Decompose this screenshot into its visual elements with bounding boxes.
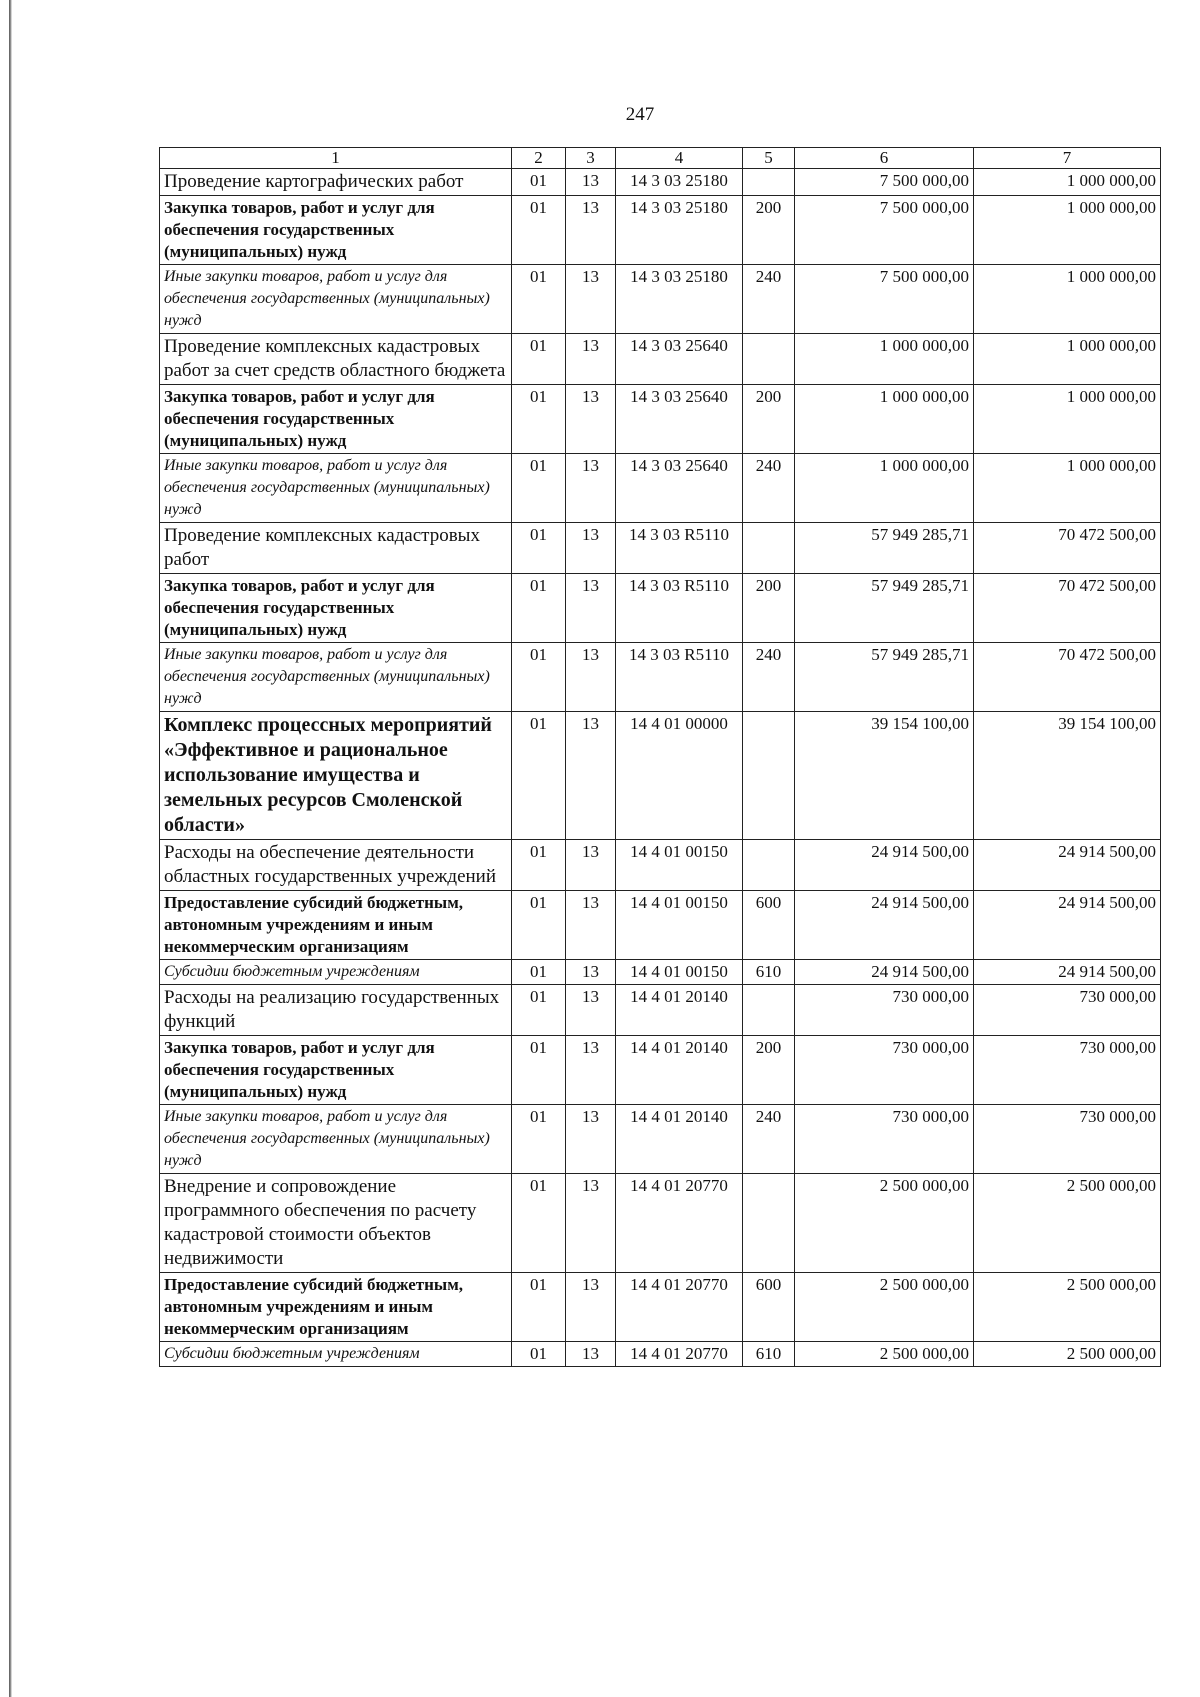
cell-expense-type: [743, 1174, 795, 1273]
cell-subsection: 13: [566, 334, 616, 385]
cell-subsection: 13: [566, 574, 616, 643]
cell-section: 01: [512, 1036, 566, 1105]
cell-amount-2: 1 000 000,00: [974, 196, 1161, 265]
cell-section: 01: [512, 891, 566, 960]
cell-expense-type: 240: [743, 1105, 795, 1174]
header-cell: 1: [160, 148, 512, 169]
cell-subsection: 13: [566, 1105, 616, 1174]
cell-name: Проведение картографических работ: [160, 169, 512, 196]
table-row: [160, 265, 1161, 334]
table-row: [160, 385, 1161, 454]
cell-amount-2: 2 500 000,00: [974, 1273, 1161, 1342]
cell-subsection: 13: [566, 985, 616, 1036]
cell-amount-2: 24 914 500,00: [974, 840, 1161, 891]
budget-table: [159, 147, 1161, 1367]
cell-section: 01: [512, 712, 566, 840]
cell-amount-1: 39 154 100,00: [795, 712, 974, 840]
cell-name: Предоставление субсидий бюджетным, автономным учреждениям и иным некоммерческим организациям: [160, 1273, 512, 1342]
cell-amount-1: 730 000,00: [795, 1036, 974, 1105]
cell-amount-2: 24 914 500,00: [974, 891, 1161, 960]
cell-amount-2: 1 000 000,00: [974, 385, 1161, 454]
table-row: [160, 712, 1161, 840]
cell-section: 01: [512, 574, 566, 643]
cell-amount-1: 24 914 500,00: [795, 891, 974, 960]
cell-expense-type: [743, 840, 795, 891]
table-row: [160, 643, 1161, 712]
cell-section: 01: [512, 454, 566, 523]
cell-section: 01: [512, 643, 566, 712]
cell-expense-type: 200: [743, 1036, 795, 1105]
cell-amount-1: 7 500 000,00: [795, 169, 974, 196]
cell-name: Внедрение и сопровождение программного обеспечения по расчету кадастровой стоимости объектов недвижимости: [160, 1174, 512, 1273]
cell-name: Субсидии бюджетным учреждениям: [160, 960, 512, 985]
cell-amount-1: 1 000 000,00: [795, 454, 974, 523]
cell-target-code: 14 3 03 25180: [616, 169, 743, 196]
header-cell: 4: [616, 148, 743, 169]
cell-section: 01: [512, 196, 566, 265]
cell-expense-type: 600: [743, 891, 795, 960]
cell-amount-2: 24 914 500,00: [974, 960, 1161, 985]
cell-expense-type: 610: [743, 960, 795, 985]
cell-amount-2: 2 500 000,00: [974, 1174, 1161, 1273]
cell-target-code: 14 3 03 25180: [616, 265, 743, 334]
cell-subsection: 13: [566, 1036, 616, 1105]
cell-name: Закупка товаров, работ и услуг для обеспечения государственных (муниципальных) нужд: [160, 385, 512, 454]
cell-amount-1: 57 949 285,71: [795, 574, 974, 643]
cell-target-code: 14 4 01 00150: [616, 840, 743, 891]
cell-section: 01: [512, 1273, 566, 1342]
table-row: [160, 1342, 1161, 1367]
cell-subsection: 13: [566, 1174, 616, 1273]
cell-target-code: 14 3 03 R5110: [616, 574, 743, 643]
cell-section: 01: [512, 840, 566, 891]
cell-amount-1: 2 500 000,00: [795, 1273, 974, 1342]
cell-subsection: 13: [566, 840, 616, 891]
cell-name: Закупка товаров, работ и услуг для обеспечения государственных (муниципальных) нужд: [160, 1036, 512, 1105]
cell-subsection: 13: [566, 1273, 616, 1342]
cell-subsection: 13: [566, 169, 616, 196]
cell-subsection: 13: [566, 265, 616, 334]
table-row: [160, 1273, 1161, 1342]
cell-target-code: 14 4 01 20770: [616, 1342, 743, 1367]
cell-amount-1: 24 914 500,00: [795, 960, 974, 985]
cell-expense-type: 240: [743, 265, 795, 334]
cell-section: 01: [512, 334, 566, 385]
table-row: [160, 840, 1161, 891]
cell-amount-1: 2 500 000,00: [795, 1174, 974, 1273]
cell-amount-1: 7 500 000,00: [795, 196, 974, 265]
cell-name: Комплекс процессных мероприятий «Эффективное и рациональное использование имущества и земельных ресурсов Смоленской области»: [160, 712, 512, 840]
table-row: [160, 891, 1161, 960]
cell-target-code: 14 4 01 20770: [616, 1273, 743, 1342]
cell-expense-type: [743, 985, 795, 1036]
cell-target-code: 14 3 03 25640: [616, 385, 743, 454]
cell-name: Расходы на обеспечение деятельности областных государственных учреждений: [160, 840, 512, 891]
cell-expense-type: 240: [743, 454, 795, 523]
cell-amount-2: 1 000 000,00: [974, 265, 1161, 334]
cell-amount-1: 730 000,00: [795, 1105, 974, 1174]
cell-amount-1: 7 500 000,00: [795, 265, 974, 334]
table-row: [160, 1036, 1161, 1105]
cell-amount-2: 1 000 000,00: [974, 169, 1161, 196]
table-row: [160, 196, 1161, 265]
cell-target-code: 14 4 01 20140: [616, 1036, 743, 1105]
cell-section: 01: [512, 523, 566, 574]
cell-amount-2: 70 472 500,00: [974, 574, 1161, 643]
cell-subsection: 13: [566, 523, 616, 574]
cell-name: Иные закупки товаров, работ и услуг для обеспечения государственных (муниципальных) нужд: [160, 454, 512, 523]
page-number: 247: [625, 104, 655, 125]
cell-target-code: 14 4 01 20770: [616, 1174, 743, 1273]
table-row: [160, 985, 1161, 1036]
cell-expense-type: 200: [743, 574, 795, 643]
table-row: [160, 574, 1161, 643]
cell-target-code: 14 4 01 00000: [616, 712, 743, 840]
cell-subsection: 13: [566, 643, 616, 712]
table-row: [160, 454, 1161, 523]
cell-amount-1: 1 000 000,00: [795, 334, 974, 385]
cell-amount-2: 1 000 000,00: [974, 334, 1161, 385]
scan-edge: [9, 0, 12, 1697]
cell-section: 01: [512, 1105, 566, 1174]
cell-expense-type: 240: [743, 643, 795, 712]
cell-target-code: 14 3 03 25640: [616, 454, 743, 523]
header-cell: 5: [743, 148, 795, 169]
header-cell: 7: [974, 148, 1161, 169]
cell-name: Иные закупки товаров, работ и услуг для обеспечения государственных (муниципальных) нужд: [160, 265, 512, 334]
table-body: [160, 169, 1161, 1367]
cell-subsection: 13: [566, 891, 616, 960]
cell-section: 01: [512, 960, 566, 985]
cell-target-code: 14 4 01 20140: [616, 1105, 743, 1174]
cell-section: 01: [512, 1174, 566, 1273]
cell-target-code: 14 3 03 R5110: [616, 643, 743, 712]
cell-amount-1: 57 949 285,71: [795, 523, 974, 574]
cell-section: 01: [512, 1342, 566, 1367]
cell-subsection: 13: [566, 960, 616, 985]
table-row: [160, 1174, 1161, 1273]
cell-amount-2: 2 500 000,00: [974, 1342, 1161, 1367]
cell-name: Предоставление субсидий бюджетным, автономным учреждениям и иным некоммерческим организациям: [160, 891, 512, 960]
cell-name: Иные закупки товаров, работ и услуг для обеспечения государственных (муниципальных) нужд: [160, 1105, 512, 1174]
table-row: [160, 960, 1161, 985]
cell-name: Иные закупки товаров, работ и услуг для обеспечения государственных (муниципальных) нужд: [160, 643, 512, 712]
header-cell: 2: [512, 148, 566, 169]
cell-expense-type: [743, 712, 795, 840]
cell-subsection: 13: [566, 1342, 616, 1367]
header-cell: 3: [566, 148, 616, 169]
cell-amount-1: 2 500 000,00: [795, 1342, 974, 1367]
table-row: [160, 1105, 1161, 1174]
cell-amount-2: 70 472 500,00: [974, 523, 1161, 574]
header-cell: 6: [795, 148, 974, 169]
table-row: [160, 169, 1161, 196]
cell-name: Проведение комплексных кадастровых работ за счет средств областного бюджета: [160, 334, 512, 385]
cell-expense-type: [743, 334, 795, 385]
cell-target-code: 14 3 03 R5110: [616, 523, 743, 574]
cell-amount-1: 24 914 500,00: [795, 840, 974, 891]
cell-section: 01: [512, 985, 566, 1036]
cell-amount-2: 730 000,00: [974, 1036, 1161, 1105]
cell-amount-2: 730 000,00: [974, 1105, 1161, 1174]
cell-section: 01: [512, 265, 566, 334]
cell-name: Закупка товаров, работ и услуг для обеспечения государственных (муниципальных) нужд: [160, 196, 512, 265]
cell-target-code: 14 4 01 00150: [616, 960, 743, 985]
cell-expense-type: 610: [743, 1342, 795, 1367]
cell-name: Субсидии бюджетным учреждениям: [160, 1342, 512, 1367]
cell-name: Расходы на реализацию государственных функций: [160, 985, 512, 1036]
cell-subsection: 13: [566, 454, 616, 523]
cell-name: Проведение комплексных кадастровых работ: [160, 523, 512, 574]
cell-expense-type: [743, 523, 795, 574]
cell-amount-2: 1 000 000,00: [974, 454, 1161, 523]
cell-amount-1: 730 000,00: [795, 985, 974, 1036]
cell-expense-type: 600: [743, 1273, 795, 1342]
cell-expense-type: 200: [743, 196, 795, 265]
cell-name: Закупка товаров, работ и услуг для обеспечения государственных (муниципальных) нужд: [160, 574, 512, 643]
cell-target-code: 14 3 03 25640: [616, 334, 743, 385]
cell-expense-type: [743, 169, 795, 196]
cell-expense-type: 200: [743, 385, 795, 454]
cell-subsection: 13: [566, 385, 616, 454]
cell-target-code: 14 3 03 25180: [616, 196, 743, 265]
cell-amount-1: 57 949 285,71: [795, 643, 974, 712]
cell-target-code: 14 4 01 00150: [616, 891, 743, 960]
cell-section: 01: [512, 169, 566, 196]
table-row: [160, 334, 1161, 385]
cell-amount-2: 39 154 100,00: [974, 712, 1161, 840]
cell-amount-2: 70 472 500,00: [974, 643, 1161, 712]
table-header-row: [160, 148, 1161, 169]
cell-subsection: 13: [566, 196, 616, 265]
table-row: [160, 523, 1161, 574]
cell-target-code: 14 4 01 20140: [616, 985, 743, 1036]
cell-amount-2: 730 000,00: [974, 985, 1161, 1036]
cell-subsection: 13: [566, 712, 616, 840]
cell-amount-1: 1 000 000,00: [795, 385, 974, 454]
cell-section: 01: [512, 385, 566, 454]
